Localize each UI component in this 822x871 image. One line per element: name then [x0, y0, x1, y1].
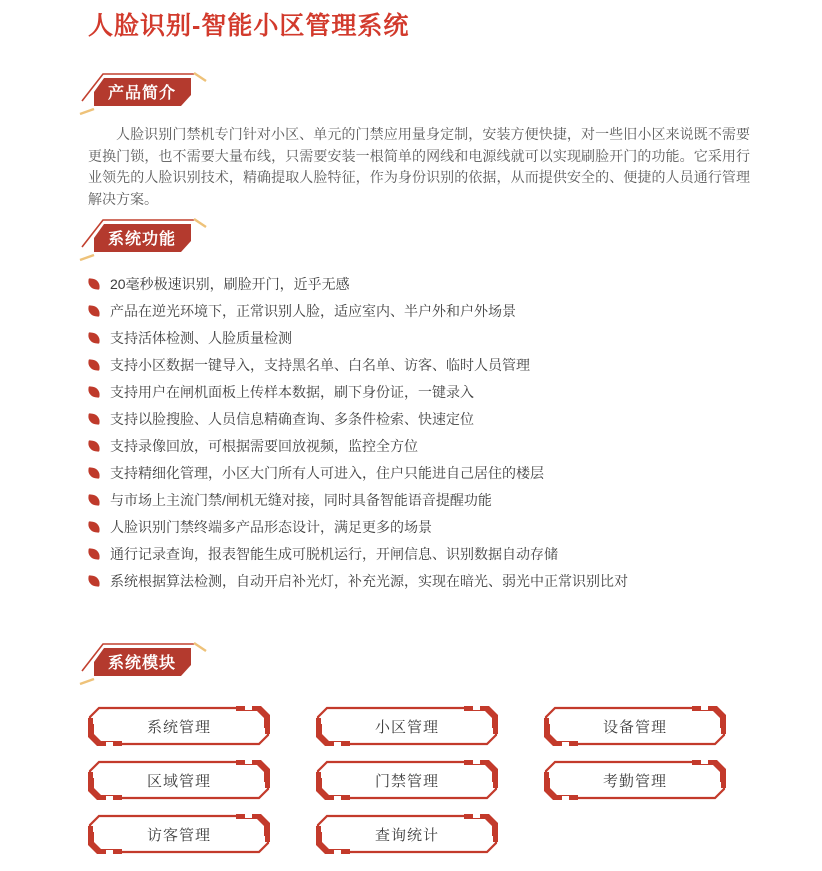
module-label: 小区管理: [374, 718, 439, 736]
module-label: 系统管理: [146, 718, 211, 736]
module-label: 访客管理: [146, 826, 211, 844]
leaf-bullet-icon: [87, 386, 100, 398]
feature-text: 20毫秒极速识别，刷脸开门，近乎无感: [110, 275, 350, 292]
module-button-area[interactable]: [88, 760, 270, 800]
feature-item: [88, 459, 628, 486]
feature-item: [88, 297, 628, 324]
leaf-bullet-icon: [87, 494, 100, 506]
leaf-bullet-icon: [87, 521, 100, 533]
leaf-bullet-icon: [87, 278, 100, 290]
ribbon-icon: [78, 70, 213, 116]
module-button-query-stats[interactable]: [316, 814, 498, 854]
module-button-device[interactable]: [544, 706, 726, 746]
leaf-bullet-icon: [87, 440, 100, 452]
intro-paragraph: 人脸识别门禁机专门针对小区、单元的门禁应用量身定制，安装方便快捷，对一些旧小区来说既不需要更换门锁，也不需要大量布线，只需要安装一根简单的网线和电源线就可以实现刷脸开门的功能。它采用行业领先的人脸识别技术，精确提取人脸特征，作为身份识别的依据，从而提供安全的、便捷的人员通行管理解决方案。: [88, 126, 750, 207]
ribbon-icon: [78, 216, 213, 262]
module-label: 区域管理: [146, 772, 211, 790]
feature-item: [88, 567, 628, 594]
leaf-bullet-icon: [87, 575, 100, 587]
section-badge-modules: [78, 640, 213, 686]
feature-list: [88, 270, 628, 594]
feature-text: 支持精细化管理，小区大门所有人可进入，住户只能进自己居住的楼层: [110, 464, 544, 481]
feature-item: [88, 378, 628, 405]
module-label: 设备管理: [602, 718, 667, 736]
module-button-visitor[interactable]: [88, 814, 270, 854]
feature-item: [88, 432, 628, 459]
feature-text: 支持以脸搜脸、人员信息精确查询、多条件检索、快速定位: [110, 410, 474, 427]
feature-text: 通行记录查询，报表智能生成可脱机运行，开闸信息、识别数据自动存储: [110, 545, 558, 562]
module-button-attendance[interactable]: [544, 760, 726, 800]
feature-text: 支持小区数据一键导入，支持黑名单、白名单、访客、临时人员管理: [110, 356, 530, 373]
section-badge-intro: [78, 70, 213, 116]
feature-text: 支持活体检测、人脸质量检测: [110, 329, 292, 346]
feature-text: 支持录像回放，可根据需要回放视频，监控全方位: [110, 437, 418, 454]
section-badge-features-label: 系统功能: [107, 231, 177, 248]
module-grid: [88, 706, 726, 854]
feature-item: [88, 513, 628, 540]
feature-text: 支持用户在闸机面板上传样本数据，刷下身份证，一键录入: [110, 383, 474, 400]
section-badge-intro-label: 产品简介: [107, 85, 177, 102]
module-button-access[interactable]: [316, 760, 498, 800]
feature-item: [88, 540, 628, 567]
ribbon-icon: [78, 640, 213, 686]
module-button-system[interactable]: [88, 706, 270, 746]
leaf-bullet-icon: [87, 359, 100, 371]
feature-item: [88, 405, 628, 432]
feature-text: 人脸识别门禁终端多产品形态设计，满足更多的场景: [110, 518, 432, 535]
feature-text: 产品在逆光环境下，正常识别人脸，适应室内、半户外和户外场景: [110, 302, 516, 319]
feature-item: [88, 486, 628, 513]
feature-item: [88, 270, 628, 297]
leaf-bullet-icon: [87, 413, 100, 425]
leaf-bullet-icon: [87, 548, 100, 560]
feature-item: [88, 351, 628, 378]
module-label: 门禁管理: [374, 772, 439, 790]
module-button-community[interactable]: [316, 706, 498, 746]
page-title: 人脸识别-智能小区管理系统: [88, 12, 410, 40]
leaf-bullet-icon: [87, 467, 100, 479]
leaf-bullet-icon: [87, 305, 100, 317]
module-label: 查询统计: [374, 826, 439, 844]
feature-text: 与市场上主流门禁/闸机无缝对接，同时具备智能语音提醒功能: [110, 491, 492, 508]
section-badge-features: [78, 216, 213, 262]
leaf-bullet-icon: [87, 332, 100, 344]
feature-item: [88, 324, 628, 351]
module-label: 考勤管理: [602, 772, 667, 790]
feature-text: 系统根据算法检测，自动开启补光灯，补充光源，实现在暗光、弱光中正常识别比对: [110, 572, 628, 589]
section-badge-modules-label: 系统模块: [107, 655, 177, 672]
